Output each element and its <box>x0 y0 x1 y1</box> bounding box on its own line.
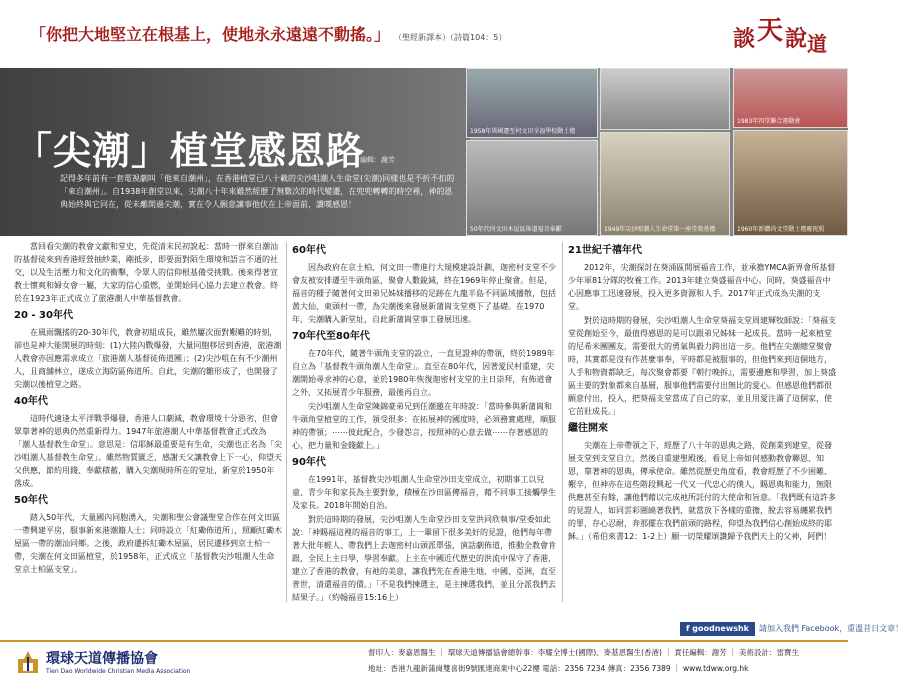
column-logo-char-1: 談 <box>733 27 756 52</box>
paragraph: 這時代適逢太平洋戰爭爆發，香港人口劇減，教會環境十分惡劣，但會眾靠著神的恩典仍然重新得力。1947年旅港潮人中華基督教會正式改為「潮人基督教生命堂」。意思是：信耶穌最重要是有生命，尖潮也正名為「尖沙咀潮人基督教生命堂」。雖然物質匱乏，感謝天父讓教會上下一心，仰望天父供應，節約用錢、奉獻積蓄，購入尖潮現時所在的堂址，新堂於1950年落成。 <box>14 414 282 488</box>
paragraph: 踏入50年代，大量國內同胞湧入，尖潮和聖公會議聖堂合作在何文田區一帶興建平房，服事新來港潮籍人士；同時設立「紅磡佈道所」，照顧紅磡木屋區一帶的潮汕同鄉。之後，政府遷拆紅磡木屋區，居民遷移到京士柏一帶，尖潮在何文田區植堂，於1958年，正式成立「基督教尖沙咀潮人生命堂京士柏區支堂」。 <box>14 513 282 574</box>
paragraph: 在1991年，基督教尖沙咀潮人生命堂沙田支堂成立，初期事工以兒童、青少年和家長為主要對象，積極在沙田區傳福音，藉不同事工接觸學生及家長。2018年開始自治。 <box>292 475 556 510</box>
paragraph: 因為政府在京士柏、何文田一帶進行大規模建設計劃，迦密村支堂不少會友被安排遷至牛頭角區，聚會人數銳減，終在1969年停止聚會。但是，福音的種子隨著何文田弟兄姊妹播移的足跡在九龍半島不同區域播散，包括黃大仙、東頭村一帶，為尖潮後來發展新蒲崗支堂奠下了基礎。在1970年，尖潮購入新堂址，自此新蒲崗堂事工發展迅速。 <box>292 263 556 324</box>
footer <box>0 640 848 680</box>
contact-address: 地址：香港九龍新蒲崗雙喜街9號匯達商業中心22樓 電話：2356 7234 傳真：2356 7389 ｜ www.tdww.org.hk <box>368 664 749 673</box>
org-name-english: Tien Dao Worldwide Christian Media Association <box>46 668 191 675</box>
column-divider <box>286 242 287 602</box>
section-heading: 繼往開來 <box>568 423 608 434</box>
section-heading: 70年代至80年代 <box>292 331 370 342</box>
history-photo <box>466 140 598 236</box>
section-heading: 50年代 <box>14 495 48 506</box>
column-logo-char-2: 天 <box>757 16 784 46</box>
history-photo <box>600 132 730 236</box>
section-heading: 90年代 <box>292 457 326 468</box>
article-column-3 <box>568 240 836 544</box>
org-name: 環球天道傳播協會 <box>46 651 158 667</box>
section-heading: 40年代 <box>14 396 48 407</box>
tien-dao-logo-icon <box>14 649 42 675</box>
photo-caption: 50年代何文田木屋區佈道福音奉獻 <box>470 226 562 233</box>
history-photo <box>600 68 730 130</box>
paragraph: 尖潮在上帝帶領之下，經歷了八十年的恩典之路，從創業到建堂，從發展支堂到支堂自立，然後自重建聖殿後，看見上帝如何感動教會聯恩、知恩，靠著神的恩典，傳承使命。雖然從歷史角度看，教會經歷了不少困難、艱辛，但神亦在這些階段興起一代又一代忠心的僕人，賜恩典和能力，無限供應甚至有餘，讓他們藉以完成祂所託付的大使命和旨意。「我們既有這許多的見證人，如同雲彩圍繞著我們，就當放下各樣的重擔，脫去容易纏累我們的罪，存心忍耐，奔那擺在我們前頭的路程，仰望為我們信心創始成終的耶穌。」（希伯來書12：1-2上）願一切榮耀頌讚歸予我們天上的父神，阿們！ <box>568 441 836 541</box>
paragraph: 對於這時期的發展，尖沙咀潮人生命堂沙田支堂洪同欣執事/堂委如此說：「神賜福這裡的福音的事工，上一輩留下很多美好的見證，他們每年帶著大批年輕人、帶我們上去迦密村山頭派單張，演話劇佈道，推動全教會肯跟、全民上主日學，學習奉獻。上主在中國近代歷史的洪流中保守了香港，建立了香港的教會，有祂的美意，讓我們先在香港生地、中國、亞洲，直至普世，清還福音的債。」「不是我們揀選主，是主揀選我們，並且分派我們去結果子。」（約翰福音15:16上） <box>292 515 556 602</box>
photo-caption: 1960年新購尚文堂動土禮慶祝照 <box>737 226 825 233</box>
article-editor: 編輯：謝芳 <box>360 156 395 164</box>
article-column-2 <box>292 240 558 605</box>
section-heading: 21世紀千禧年代 <box>568 245 642 256</box>
paragraph: 2012年，尖潮探討在葵涌區開展福音工作，並承擔YMCA新界會所基督少年軍81分隊的牧養工作。2013年建立葵盛福音中心。同時，葵盛福音中心因應事工迅速發展，投入更多資源和人手。2017年正式成為尖潮的支堂。 <box>568 263 836 311</box>
paragraph: 在風雨飄搖的20-30年代，教會初組成長，雖然屢次面對艱難的時刻，卻也是神大能開展的時刻：(1)大陸內戰爆發，大量同胞移居到香港，旅港潮人教會亦因應需求成立「旅港潮人基督徒佈道團」；(2)尖沙咀在有不少潮州人，且商舖林立，遂成立海防區佈道所。自此，尖潮的雛形成了，也開發了尖潮以後植堂之路。 <box>14 328 282 389</box>
top-banner <box>0 0 848 68</box>
column-logo-char-3: 說 <box>785 27 808 52</box>
photo-caption: 1983年四堂聯合運動會 <box>737 118 801 125</box>
article-title: 「尖潮」植堂感恩路 <box>14 128 366 173</box>
facebook-promo[interactable] <box>680 622 903 636</box>
paragraph: 在70年代，隨著牛頭角支堂的設立，一直見證神的帶領，終於1989年自立為「基督教牛頭角潮人生命堂」。直至在80年代，因著愛民村重建，尖潮開始尋求神的心意，並於1980年恢復迦密村支堂的主日崇拜，有佈道會之外，又拓展青少年服務，最後再自立。 <box>292 349 555 397</box>
photo-caption: 1958年異國遷至何文田全福學校動土禮 <box>470 128 576 135</box>
photo-caption: 1949年尖沙咀潮人生命堂第一座堂奠基禮 <box>604 226 716 233</box>
history-photo <box>466 68 598 138</box>
column-logo-char-4: 道 <box>807 32 827 56</box>
section-heading: 20 - 30年代 <box>14 310 73 321</box>
publication-credits: 督印人：麥嘉恩醫生 ｜ 環球天道傳播協會總幹事：李耀全博士(國際)、麥基恩醫生(香港) ｜ 責任編輯：謝芳 ｜ 美術設計：雷寶生 <box>368 648 800 657</box>
paragraph: 尖沙咀潮人生命堂陳錦豪弟兄到任潮邀在年時說：「當時參與新蒲崗和牛頭角堂植堂的工作，領受很多：在拓展神的國度時，必須務實處理，順服神的帶領；⋯⋯彼此配合，少發怨言，按照神的心意去做⋯⋯存著感恩的心，把力量和金錢獻上。」 <box>292 402 556 450</box>
facebook-invite-text: 請加入我們 Facebook，重溫昔日文章！ <box>759 624 903 633</box>
history-photo <box>733 130 848 236</box>
section-heading: 60年代 <box>292 245 326 256</box>
verse-reference: （聖經新譯本）（詩篇104：5） <box>398 33 507 42</box>
column-divider <box>562 242 563 602</box>
scripture-verse <box>30 22 506 45</box>
column-logo <box>733 8 833 64</box>
paragraph: 對於這時期的發展，尖沙咀潮人生命堂葵福支堂周建輝牧師說：「葵福支堂從創始至今，最值得感恩的是可以跟弟兄姊妹一起成長。當時一起來植堂的尼希米團團友，需要很大的勇氣與毅力跨出這一步。他們在尖潮總堂聚會時，其實都是沒有作甚麼事奉，平時都是被服事的，但他們來到這個地方，人手和物資都缺乏，每次聚會都要『朝行晚拆』，需要邊應和學習，加上葵盛區主要的對象都來自基層，服事他們需要付出無比的愛心。但感恩他們都很願意付出，投入，把葵福支堂當成了自己的家，並且用愛注滿了這個家，使它茁壯成長。」 <box>568 316 836 416</box>
facebook-badge[interactable]: f goodnewshk <box>680 622 755 636</box>
article-body <box>0 240 848 612</box>
article-intro: 記得多年前有一套電視劇叫「他來自潮州」，在香港植堂已八十載的尖沙咀潮人生命堂(尖潮)同樣也是不折不扣的「來自潮州」。自1938年創堂以來，尖潮八十年來雖然經歷了無數次的時代變遷，在兜兜轉轉的時空裡，神的恩典始終與它同在，從未離開過尖潮，實在令人願意讓事他伏在上帝面前，讚嘆感恩！ <box>60 174 455 209</box>
article-column-1 <box>14 240 282 577</box>
paragraph: 當回看尖潮的教會文獻和堂史，先從清末民初說起：當時一群來自潮汕的基督徒來到香港經營抽紗業，剛抵步，即要面對陌生環境和語言不通的社交，以及生活壓力和文化的衝擊，令眾人的信仰根基備受挑戰。後來得著宣教士懷爽和婦女會一屬，大家的信心重燃，並開始同心協力去建立教會。終於在1923年正式成立了旅港潮人中華基督教會。 <box>14 242 278 303</box>
verse-text: 「你把大地堅立在根基上，使地永永遠遠不動搖。」 <box>30 25 391 44</box>
history-photo <box>733 68 848 128</box>
